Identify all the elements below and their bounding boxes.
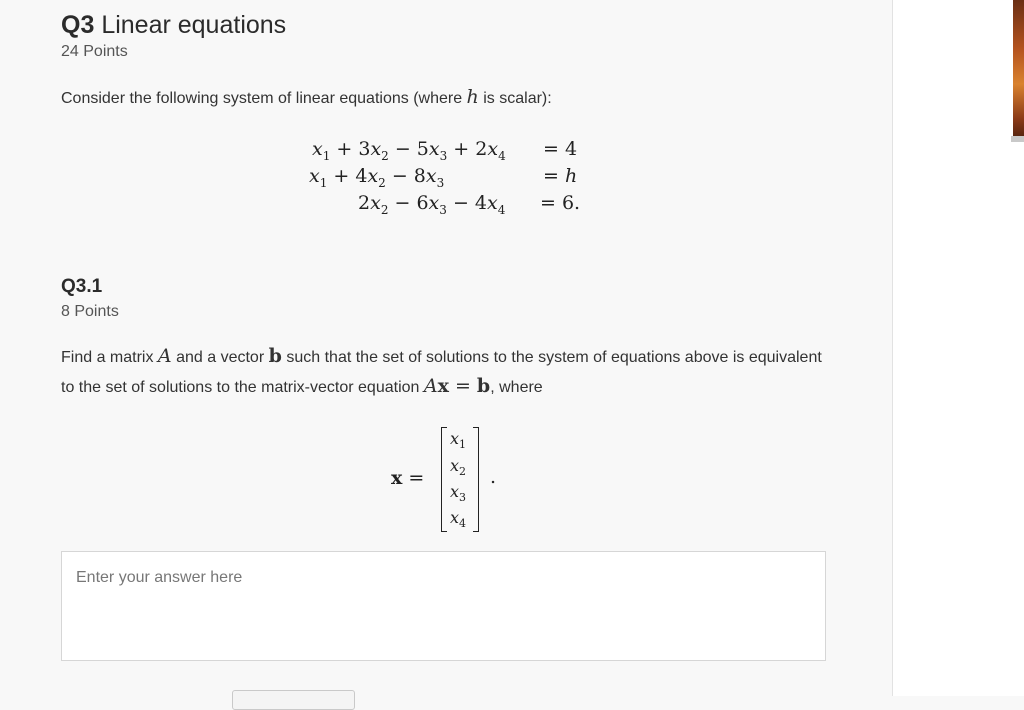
question-title-text: Linear equations [101, 11, 287, 39]
intro-variable-h: h [466, 86, 479, 108]
question-title [61, 11, 286, 40]
intro-text-start: Consider the following system of linear equations (where [61, 90, 467, 107]
question-number: Q3 [61, 11, 95, 39]
equation-row-1-rhs: = 4 [543, 138, 578, 160]
vector-period: . [490, 466, 497, 488]
equation-row-1-lhs: $x_1 + 3x_2 - 5x_3 + 2x_4$ [312, 138, 506, 163]
answer-box[interactable] [61, 551, 826, 661]
answer-input[interactable] [62, 552, 825, 660]
right-panel [893, 0, 1024, 696]
save-answer-button[interactable] [232, 690, 355, 710]
subquestion-title: Q3.1 [61, 276, 103, 297]
equation-row-2-rhs: = h [543, 165, 578, 187]
column-vector [441, 427, 479, 532]
equation-row-2-lhs: $x_1 + 4x_2 - 8x_3$ [309, 165, 445, 190]
vector-entry-4: $x_4$ [450, 508, 467, 531]
equation-row-3-rhs: = 6. [540, 192, 581, 214]
right-bracket [473, 427, 479, 532]
vector-entry-2: $x_2$ [450, 456, 467, 479]
question-intro [61, 86, 552, 108]
thumbnail-shadow [1011, 136, 1024, 142]
intro-text-end: is scalar): [478, 90, 552, 107]
equation-row-3-lhs: $2x_2 - 6x_3 - 4x_4$ [358, 192, 506, 217]
image-thumbnail[interactable] [1013, 0, 1024, 140]
vector-entry-3: $x_3$ [450, 482, 467, 505]
question-points: 24 Points [61, 43, 128, 60]
vector-definition-lhs: x = [391, 467, 425, 489]
left-bracket [441, 427, 447, 532]
vector-entry-1: $x_1$ [450, 429, 467, 452]
subquestion-points: 8 Points [61, 303, 119, 320]
subquestion-prompt: Find a matrix A and a vector b such that the set of solutions to the system of equations above is equivalent to the set of solutions to the matrix-vector equation Ax = b, where [61, 345, 822, 397]
